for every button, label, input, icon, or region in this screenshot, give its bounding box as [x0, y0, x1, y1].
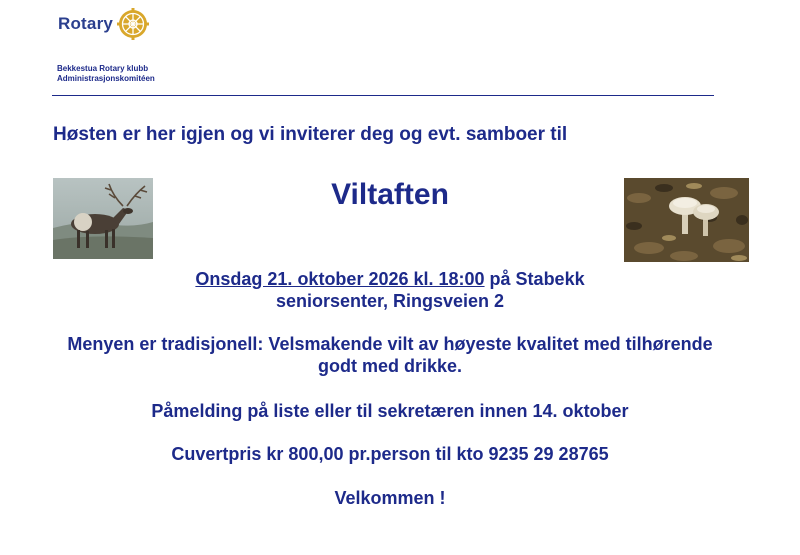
- club-info: [57, 64, 155, 84]
- menu-line-2: godt med drikke.: [317, 356, 463, 376]
- date-location-line: [0, 268, 780, 290]
- club-name: Bekkestua Rotary klubb: [57, 64, 149, 73]
- location-part-1: på Stabekk: [484, 269, 585, 289]
- header-divider: [52, 95, 714, 96]
- menu-line-1: Menyen er tradisjonell: Velsmakende vilt av høyeste kvalitet med tilhørende: [67, 334, 713, 354]
- event-title: Viltaften: [331, 178, 449, 211]
- rotary-wheel-icon: [117, 8, 149, 40]
- committee-name: Administrasjonskomitéen: [57, 74, 155, 83]
- location-part-2: seniorsenter, Ringsveien 2: [275, 291, 505, 311]
- price-text: Cuvertpris kr 800,00 pr.person til kto 9235 29 28765: [171, 444, 609, 464]
- event-date-time: Onsdag 21. oktober 2026 kl. 18:00: [195, 269, 485, 289]
- registration-text: Påmelding på liste eller til sekretæren innen 14. oktober: [151, 401, 629, 421]
- intro-text: Høsten er her igjen og vi inviterer deg og evt. samboer til: [53, 124, 568, 145]
- rotary-logo: [58, 8, 149, 40]
- logo-wordmark: Rotary: [58, 14, 114, 33]
- event-details: [0, 268, 780, 312]
- welcome-text: Velkommen !: [334, 488, 446, 508]
- menu-text: [0, 333, 780, 377]
